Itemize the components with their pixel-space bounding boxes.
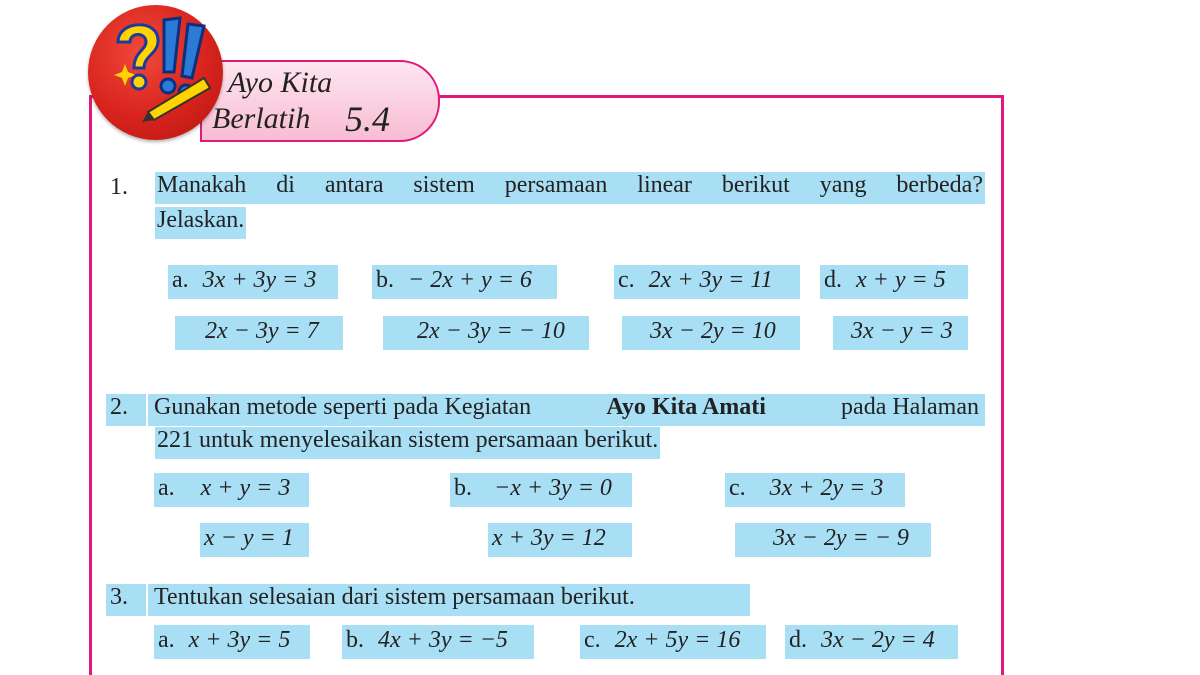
- q2-option-c-eq2: 3x − 2y = − 9: [735, 523, 931, 557]
- q1-option-d-eq2: 3x − y = 3: [833, 316, 968, 350]
- q2-option-b-eq2: x + 3y = 12: [488, 523, 632, 557]
- q2-option-b-eq1: b. −x + 3y = 0: [450, 473, 632, 507]
- question-exclamation-icon: [108, 12, 213, 122]
- badge-number: 5.4: [345, 99, 390, 139]
- q2-text-post: pada Halaman: [835, 394, 979, 420]
- q2-option-a-eq2: x − y = 1: [200, 523, 309, 557]
- q1-option-d-eq1: d. x + y = 5: [820, 265, 968, 299]
- q1-option-c-eq1: c. 2x + 3y = 11: [614, 265, 800, 299]
- q3-option-a: a. x + 3y = 5: [154, 625, 310, 659]
- q1-option-a-eq1: a. 3x + 3y = 3: [168, 265, 338, 299]
- q1-option-c-eq2: 3x − 2y = 10: [622, 316, 800, 350]
- q1-option-b-eq2: 2x − 3y = − 10: [383, 316, 589, 350]
- q3-option-c: c. 2x + 5y = 16: [580, 625, 766, 659]
- q1-text-line2: Jelaskan.: [155, 207, 246, 239]
- badge-title-line1: Ayo Kita: [228, 66, 333, 99]
- q1-option-b-eq1: b. − 2x + y = 6: [372, 265, 557, 299]
- q2-text-pre: Gunakan metode seperti pada Kegiatan: [154, 394, 538, 420]
- q1-number: 1.: [110, 174, 128, 200]
- q2-text-bold: Ayo Kita Amati: [606, 394, 766, 420]
- q3-text-line1: Tentukan selesaian dari sistem persamaan berikut.: [148, 584, 750, 616]
- q2-text-line1: [148, 394, 985, 426]
- q3-option-d: d. 3x − 2y = 4: [785, 625, 958, 659]
- q2-text-line2: 221 untuk menyelesaikan sistem persamaan berikut.: [155, 427, 660, 459]
- q2-option-c-eq1: c. 3x + 2y = 3: [725, 473, 905, 507]
- q1-text-line1: Manakah di antara sistem persamaan linear berikut yang berbeda?: [155, 172, 985, 204]
- q3-number: 3.: [106, 584, 146, 616]
- badge-title-line2: Berlatih: [212, 102, 311, 135]
- q2-option-a-eq1: a. x + y = 3: [154, 473, 309, 507]
- q2-number: 2.: [106, 394, 146, 426]
- q3-option-b: b. 4x + 3y = −5: [342, 625, 534, 659]
- q1-option-a-eq2: 2x − 3y = 7: [175, 316, 343, 350]
